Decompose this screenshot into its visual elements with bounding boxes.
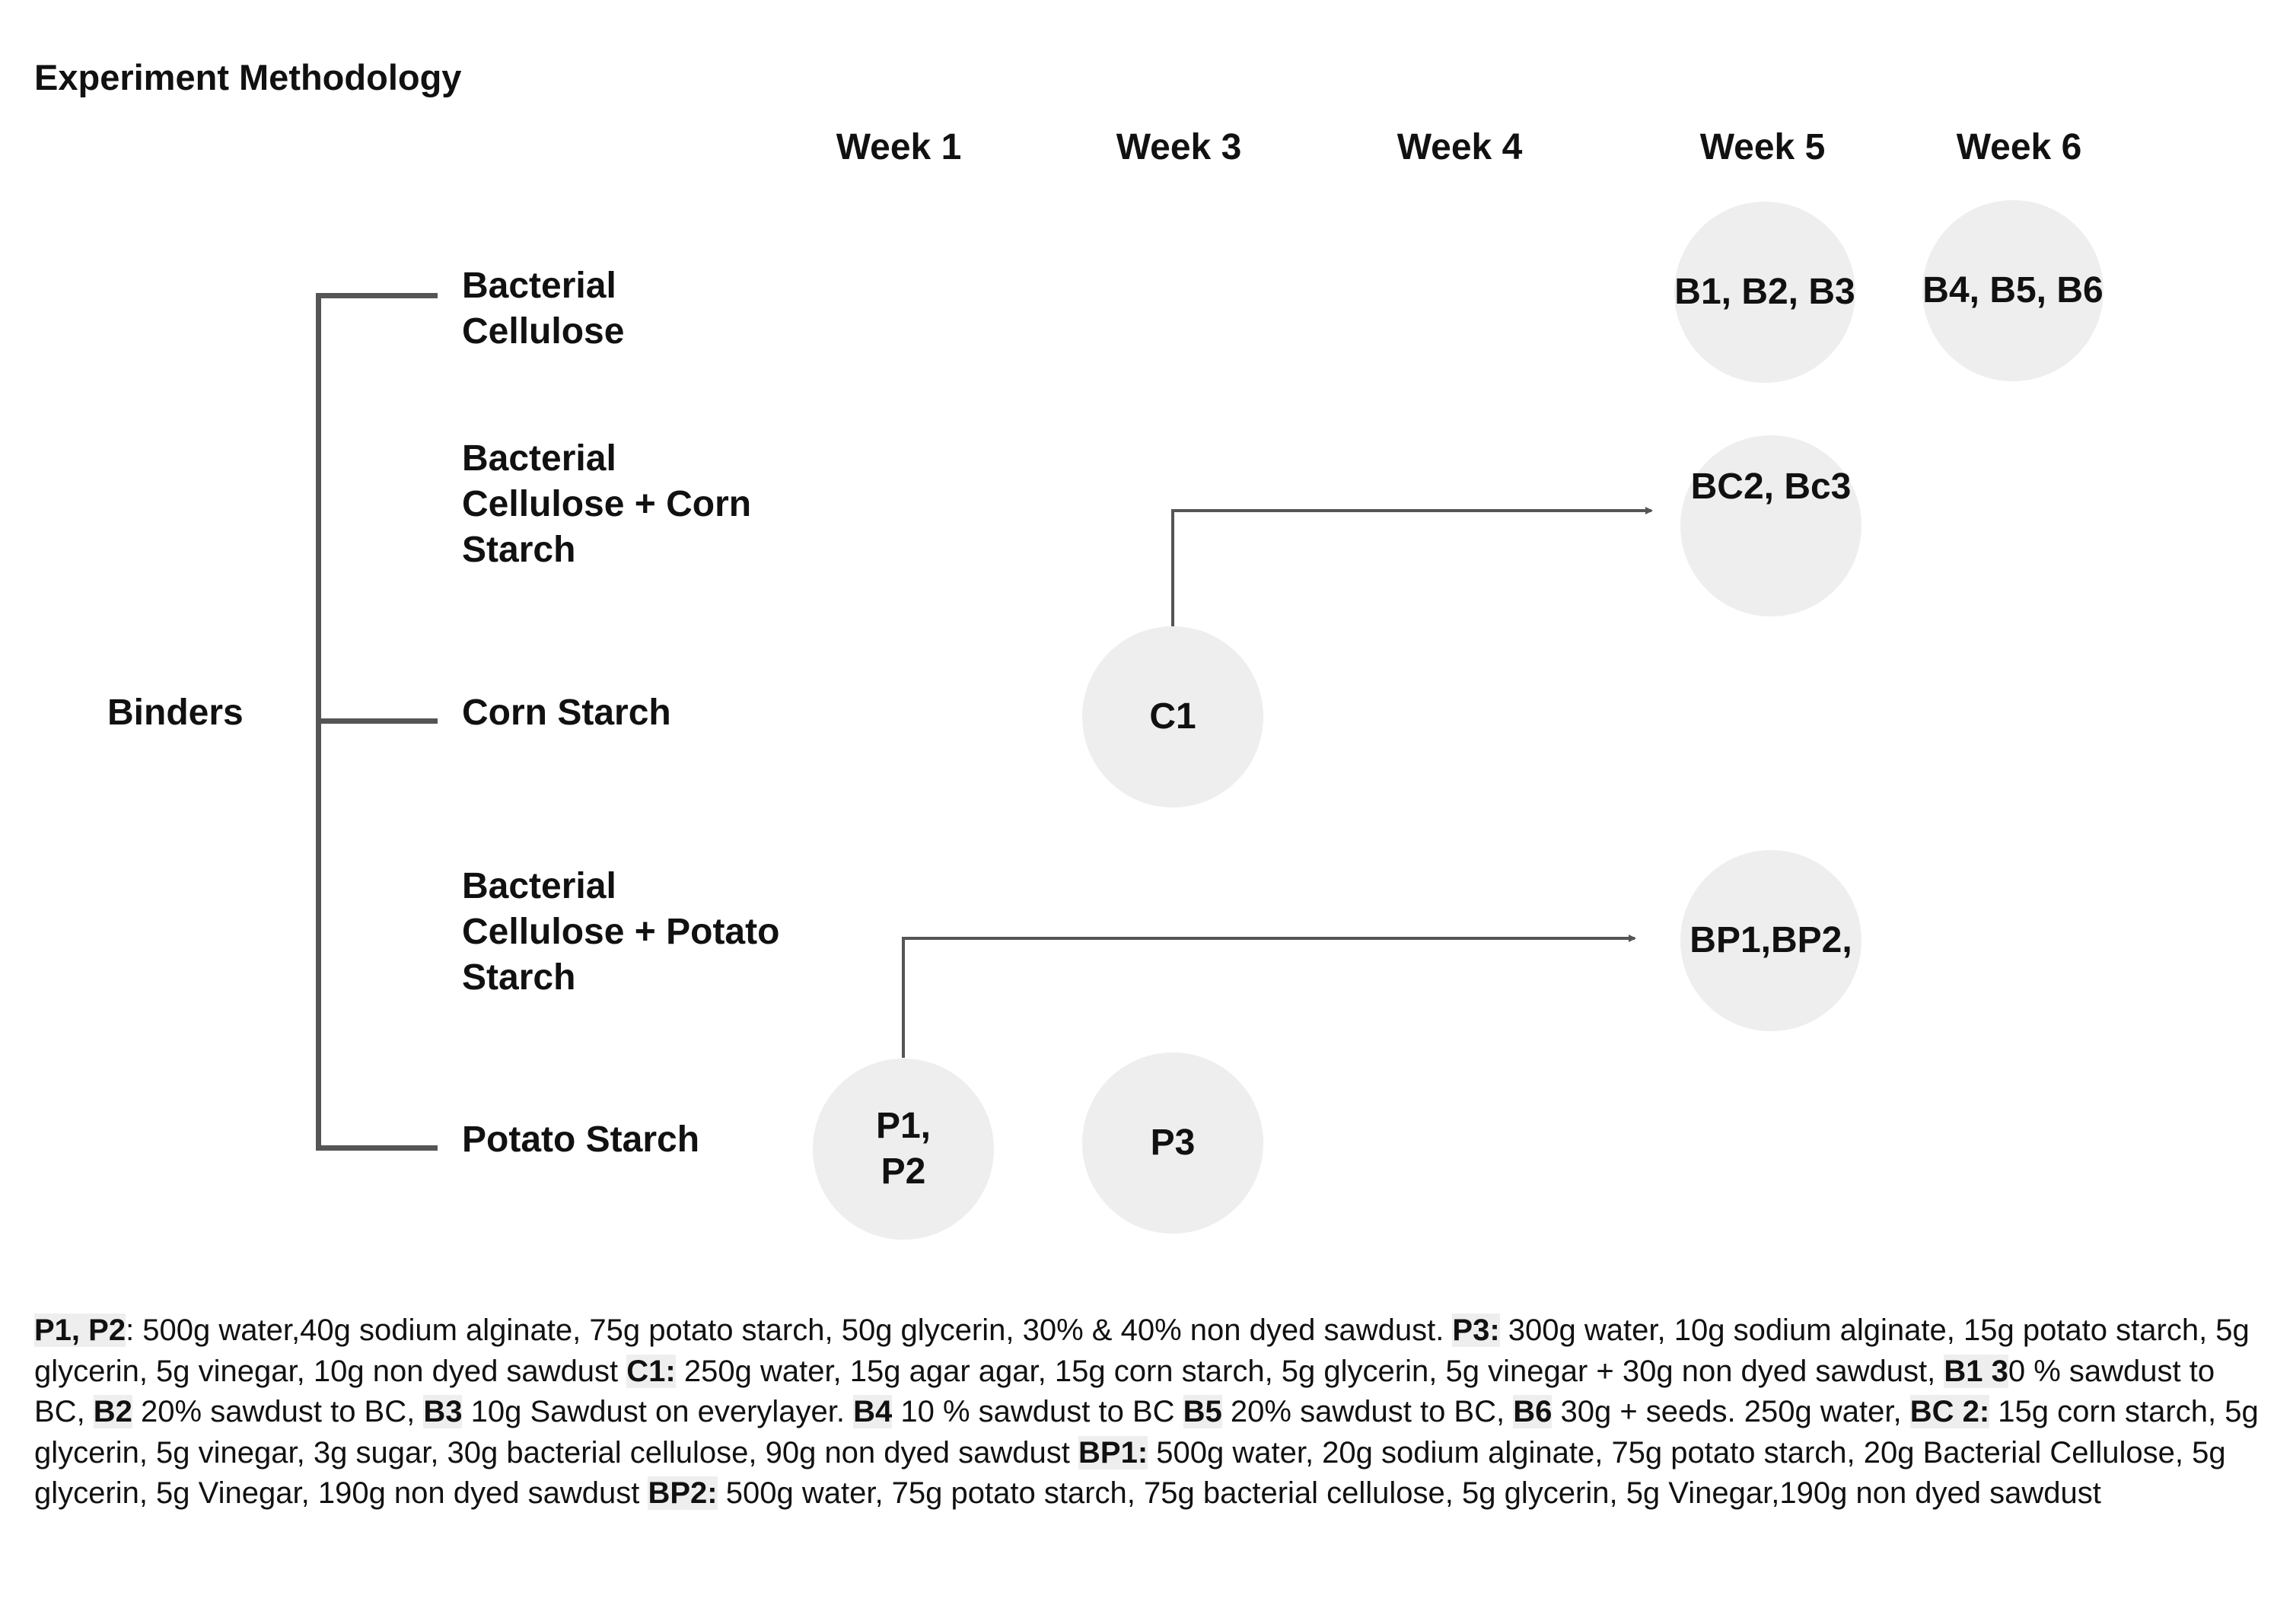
note-code-b5: B5 bbox=[1183, 1395, 1222, 1428]
binder-label-bacterial-cellulose: Bacterial Cellulose bbox=[462, 266, 625, 352]
note-text-p1-p2: : 500g water,40g sodium alginate, 75g potato starch, 50g glycerin, 30% & 40% non dyed sawdust. bbox=[126, 1314, 1453, 1347]
sample-circle-bc bbox=[1680, 435, 1861, 616]
note-code-b3: B3 bbox=[423, 1395, 463, 1428]
note-code-bc2: BC 2: bbox=[1909, 1395, 1990, 1428]
note-text-b6: 30g + seeds. 250g water, bbox=[1552, 1395, 1910, 1428]
binder-label-bc-potato-starch: Bacterial Cellulose + Potato Starch bbox=[462, 866, 780, 998]
note-text-b1: 0 % sawdust to BC, bbox=[34, 1354, 2215, 1428]
binder-label-corn-starch: Corn Starch bbox=[462, 693, 671, 733]
sample-circle-b4-b6 bbox=[1922, 200, 2104, 381]
week-header-6: Week 6 bbox=[1956, 127, 2082, 167]
page-title: Experiment Methodology bbox=[34, 57, 462, 97]
note-text-b5: 20% sawdust to BC, bbox=[1221, 1395, 1514, 1428]
week-header-1: Week 1 bbox=[836, 127, 962, 167]
binder-label-bc-corn-starch: Bacterial Cellulose + Corn Starch bbox=[462, 438, 752, 570]
note-text-c1: 250g water, 15g agar agar, 15g corn starch, 5g glycerin, 5g vinegar + 30g non dyed sawdust, bbox=[675, 1354, 1944, 1388]
sample-label-bp: BP1,BP2, bbox=[1689, 920, 1852, 960]
note-code-p3: P3: bbox=[1452, 1314, 1500, 1347]
sample-label-bc: BC2, Bc3 bbox=[1690, 467, 1852, 507]
sample-circle-c1 bbox=[1082, 626, 1263, 807]
binders-root-label: Binders bbox=[107, 693, 244, 733]
note-code-bp1: BP1: bbox=[1078, 1435, 1148, 1470]
note-text-b4: 10 % sawdust to BC bbox=[892, 1395, 1183, 1428]
note-text-bc2: 15g corn starch, 5g glycerin, 5g vinegar, 3g sugar, 30g bacterial cellulose, 90g non dyed sawdust bbox=[34, 1395, 2259, 1470]
sample-label-c1: C1 bbox=[1149, 696, 1196, 737]
arrow-c1-to-bc bbox=[1173, 511, 1651, 629]
week-header-3: Week 3 bbox=[1116, 127, 1242, 167]
note-text-b3: 10g Sawdust on everylayer. bbox=[462, 1395, 854, 1428]
note-text-p3: 300g water, 10g sodium alginate, 15g potato starch, 5g glycerin, 5g vinegar, 10g non dyed sawdust bbox=[34, 1314, 2250, 1388]
note-text-b2: 20% sawdust to BC, bbox=[132, 1395, 424, 1428]
sample-label-p1-p2: P1, P2 bbox=[875, 1106, 932, 1192]
sample-label-p3: P3 bbox=[1150, 1122, 1196, 1163]
note-code-b1: B1 3 bbox=[1944, 1354, 2008, 1388]
note-code-p1-p2: P1, P2 bbox=[34, 1314, 126, 1347]
note-code-b4: B4 bbox=[853, 1395, 893, 1428]
arrow-p1p2-to-bp bbox=[903, 938, 1635, 1058]
sample-label-b4-b6: B4, B5, B6 bbox=[1922, 270, 2104, 310]
note-code-b2: B2 bbox=[93, 1395, 132, 1428]
sample-label-b1-b3: B1, B2, B3 bbox=[1674, 272, 1855, 312]
sample-circle-p3 bbox=[1082, 1052, 1263, 1234]
recipe-notes bbox=[34, 1310, 2272, 1514]
week-header-5: Week 5 bbox=[1699, 127, 1826, 167]
note-code-c1: C1: bbox=[626, 1354, 676, 1388]
note-code-bp2: BP2: bbox=[648, 1476, 718, 1510]
sample-circle-b1-b3 bbox=[1674, 202, 1855, 383]
note-text-bp2: 500g water, 75g potato starch, 75g bacterial cellulose, 5g glycerin, 5g Vinegar,190g non dyed sawdust bbox=[717, 1476, 2101, 1510]
sample-circle-p1-p2 bbox=[813, 1059, 994, 1240]
note-text-bp1: 500g water, 20g sodium alginate, 75g potato starch, 20g Bacterial Cellulose, 5g glycerin, 5g Vinegar, 190g non dyed sawdust bbox=[34, 1435, 2226, 1510]
note-code-b6: B6 bbox=[1513, 1395, 1553, 1428]
week-header-4: Week 4 bbox=[1397, 127, 1523, 167]
sample-circle-bp bbox=[1680, 850, 1861, 1031]
binder-label-potato-starch: Potato Starch bbox=[462, 1119, 700, 1160]
